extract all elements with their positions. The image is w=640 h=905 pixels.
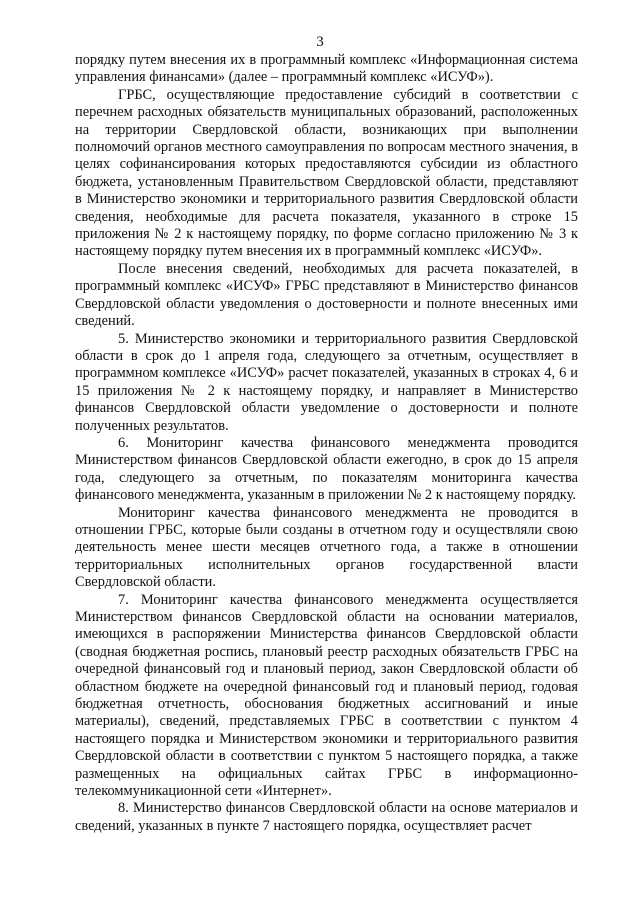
page-number: 3 — [316, 34, 324, 50]
paragraph-item-8: 8. Министерство финансов Свердловской области на основе материалов и сведений, указанных в пункте 7 настоящего порядка, осуществляет расчет — [75, 800, 578, 834]
paragraph-grbs-subsidies: ГРБС, осуществляющие предоставление субсидий в соответствии с перечнем расходных обязательств муниципальных образований, расположенных на территории Свердловской области, возникающих при выполнении полномочий органов местного самоуправления по вопросам местного значения, в целях софинансирования которых предоставляются субсидии из областного бюджета, установленным Правительством Свердловской области, представляют в Министерство экономики и территориального развития Свердловской области сведения, необходимые для расчета показателя, указанного в строке 15 приложения № 2 к настоящему порядку, по форме согласно приложению № 3 к настоящему порядку путем внесения их в программный комплекс «ИСУФ». — [75, 86, 578, 260]
paragraph-monitoring-exceptions: Мониторинг качества финансового менеджмента не проводится в отношении ГРБС, которые были созданы в отчетном году и осуществляли свою деятельность менее шести месяцев отчетного года, а также в отношении территориальных исполнительных органов государственной власти Свердловской области. — [75, 504, 578, 591]
paragraph-item-7: 7. Мониторинг качества финансового менеджмента осуществляется Министерством финансов Свердловской области на основании материалов, имеющихся в распоряжении Министерства финансов Свердловской области (сводная бюджетная роспись, плановый реестр расходных обязательств ГРБС на очередной финансовый год и плановый период, закон Свердловской области об областном бюджете на очередной финансовый год и плановый период, годовая бюджетная отчетность, обоснования бюджетных ассигнований и иные материалы), сведений, представляемых ГРБС в соответствии с пунктом 4 настоящего порядка и Министерством экономики и территориального развития Свердловской области в соответствии с пунктом 5 настоящего порядка, а также размещенных на официальных сайтах ГРБС в информационно-телекоммуникационной сети «Интернет». — [75, 591, 578, 800]
paragraph-continuation: порядку путем внесения их в программный комплекс «Информационная система управления финансами» (далее – программный комплекс «ИСУФ»). — [75, 52, 578, 86]
paragraph-item-6: 6. Мониторинг качества финансового менеджмента проводится Министерством финансов Свердловской области ежегодно, в срок до 15 апреля года, следующего за отчетным, по показателям мониторинга качества финансового менеджмента, указанным в приложении № 2 к настоящему порядку. — [75, 434, 578, 504]
paragraph-after-submission: После внесения сведений, необходимых для расчета показателей, в программный комплекс «ИСУФ» ГРБС представляют в Министерство финансов Свердловской области уведомления о достоверности и полноте внесенных ими сведений. — [75, 260, 578, 330]
document-body — [75, 52, 578, 835]
paragraph-item-5: 5. Министерство экономики и территориального развития Свердловской области в срок до 1 апреля года, следующего за отчетным, осуществляет в программном комплексе «ИСУФ» расчет показателей, указанных в строках 4, 6 и 15 приложения № 2 к настоящему порядку, и направляет в Министерство финансов Свердловской области уведомление о достоверности и полноте полученных результатов. — [75, 330, 578, 434]
